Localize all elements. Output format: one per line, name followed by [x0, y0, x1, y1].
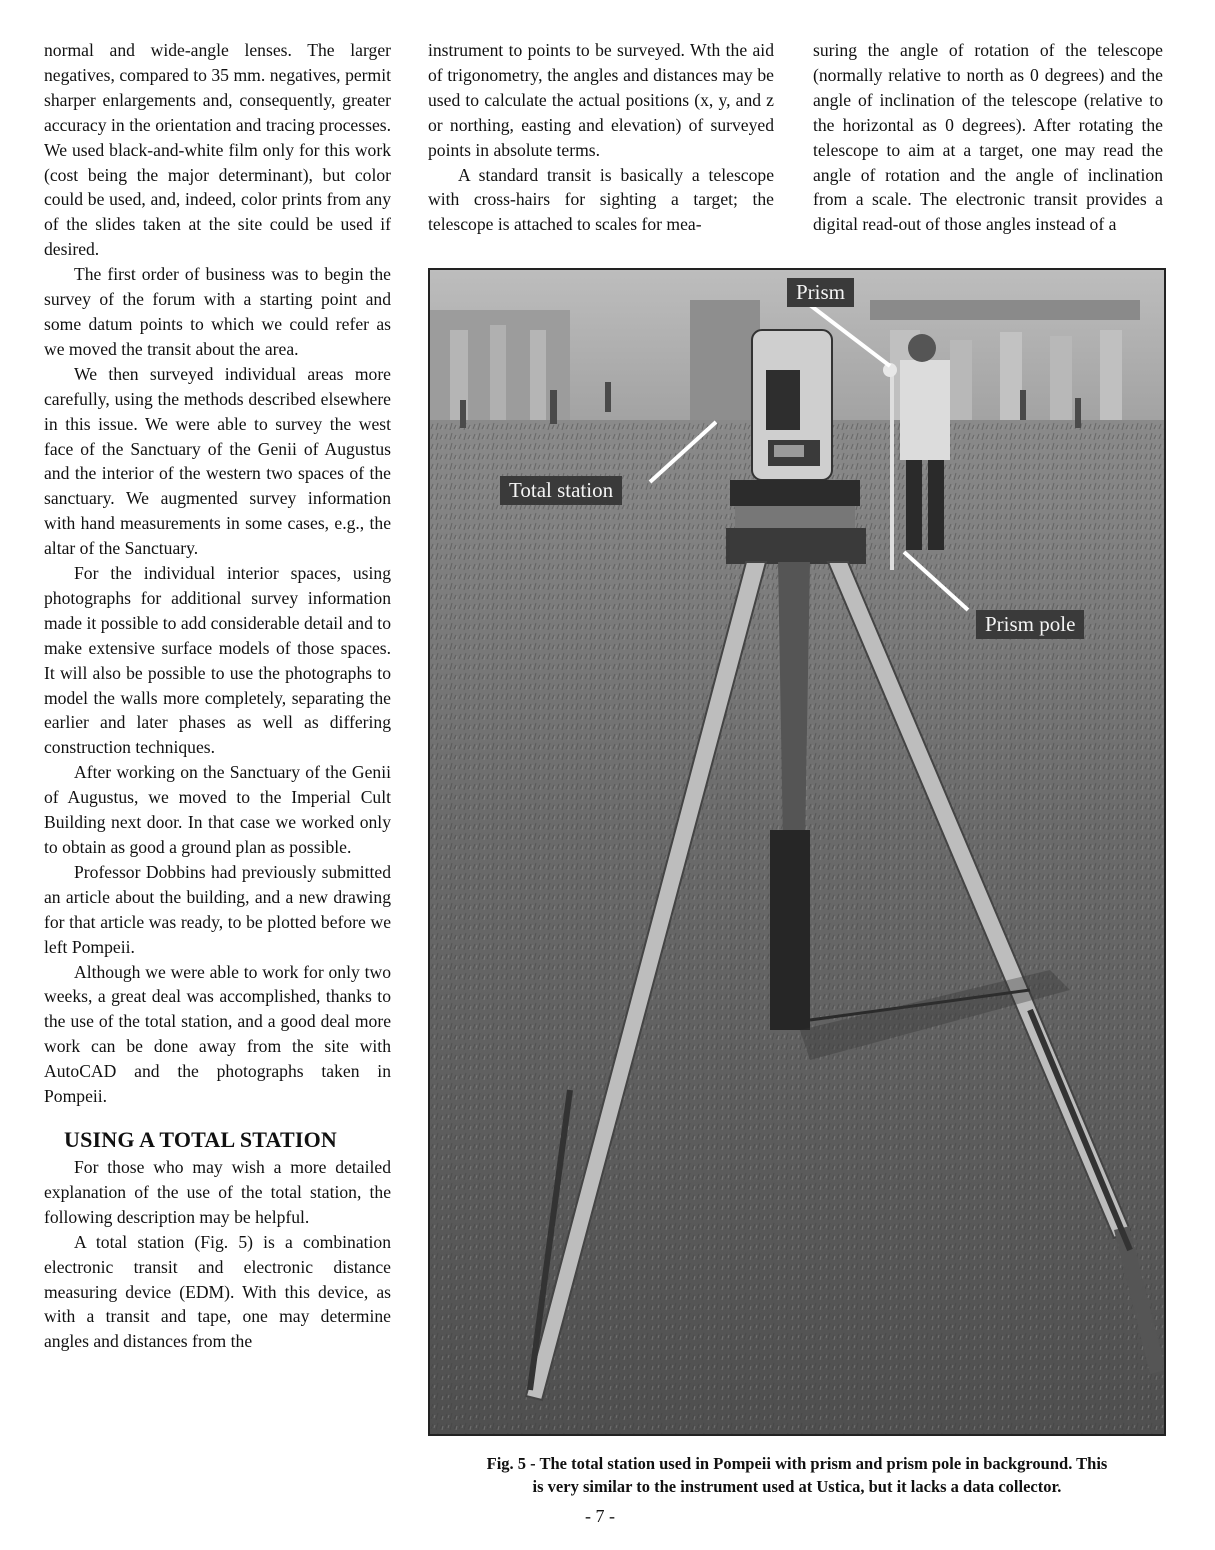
paragraph: We then surveyed individual areas more carefully, using the methods described elsewhere in this issue. We were able to survey the west face of the Sanctuary of the Genii of Augustus and the interior of the western two spaces of the sanctuary. We augmented survey information with hand measurements in some cases, e.g., the altar of the Sanctuary. — [44, 363, 391, 559]
caption-line: is very similar to the instrument used at Ustica, but it lacks a data collector. — [532, 1477, 1062, 1496]
paragraph: instrument to points to be surveyed. Wth the aid of trigonometry, the angles and distances may be used to calculate the actual positions (x, y, and z or northing, easting and elevation) of surveyed points in absolute terms. — [428, 40, 774, 160]
middle-text-column — [428, 38, 774, 237]
prism-label: Prism — [787, 278, 854, 307]
paragraph: Although we were able to work for only two weeks, a great deal was accomplished, thanks to the use of the total station, and a good deal more work can be done away from the site with AutoCAD and the photographs taken in Pompeii. — [44, 961, 391, 1107]
paragraph: normal and wide-angle lenses. The larger negatives, compared to 35 mm. negatives, permit sharper enlargements and, consequently, greater accuracy in the orientation and tracing processes. We used black-and-white film only for this work (cost being the major determinant), but color could be used, and, indeed, color prints from any of the slides taken at the site could be used if desired. — [44, 40, 391, 260]
paragraph: A standard transit is basically a telescope with cross-hairs for sighting a target; the telescope is attached to scales for mea- — [428, 164, 774, 235]
right-text-column — [813, 38, 1163, 237]
paragraph: A total station (Fig. 5) is a combination electronic transit and electronic distance measuring device (EDM). With this device, as with a transit and tape, one may determine angles and distances from the — [44, 1231, 391, 1352]
paragraph: For those who may wish a more detailed explanation of the use of the total station, the following description may be helpful. — [44, 1156, 391, 1227]
paragraph: suring the angle of rotation of the telescope (normally relative to north as 0 degrees) and the angle of inclination of the telescope (relative to the horizontal as 0 degrees). After rotating the telescope to aim at a target, one may read the angle of rotation and the angle of inclination from a scale. The electronic transit provides a digital read-out of those angles instead of a — [813, 40, 1163, 235]
left-text-column — [44, 38, 391, 1354]
paragraph: The first order of business was to begin the survey of the forum with a starting point and some datum points to which we could refer as we moved the transit about the area. — [44, 264, 391, 359]
total-station-photo — [428, 268, 1166, 1436]
page-number: - 7 - — [585, 1506, 615, 1526]
total-station-label: Total station — [500, 476, 622, 505]
paragraph: After working on the Sanctuary of the Genii of Augustus, we moved to the Imperial Cult Building next door. In that case we worked only to obtain as good a ground plan as possible. — [44, 762, 391, 857]
figure-caption — [428, 1452, 1166, 1498]
paragraph: Professor Dobbins had previously submitted an article about the building, and a new drawing for that article was ready, to be plotted before we left Pompeii. — [44, 861, 391, 957]
caption-line: Fig. 5 - The total station used in Pompeii with prism and prism pole in background. This — [486, 1454, 1108, 1473]
section-heading: USING A TOTAL STATION — [64, 1126, 337, 1152]
photo-illustration — [430, 270, 1164, 1434]
prism-pole-label: Prism pole — [976, 610, 1084, 639]
paragraph: For the individual interior spaces, using photographs for additional survey information made it possible to add considerable detail and to make extensive surface models of those spaces. It will also be possible to use the photographs to model the walls more completely, separating the earlier and later phases as well as differing construction techniques. — [44, 563, 391, 758]
